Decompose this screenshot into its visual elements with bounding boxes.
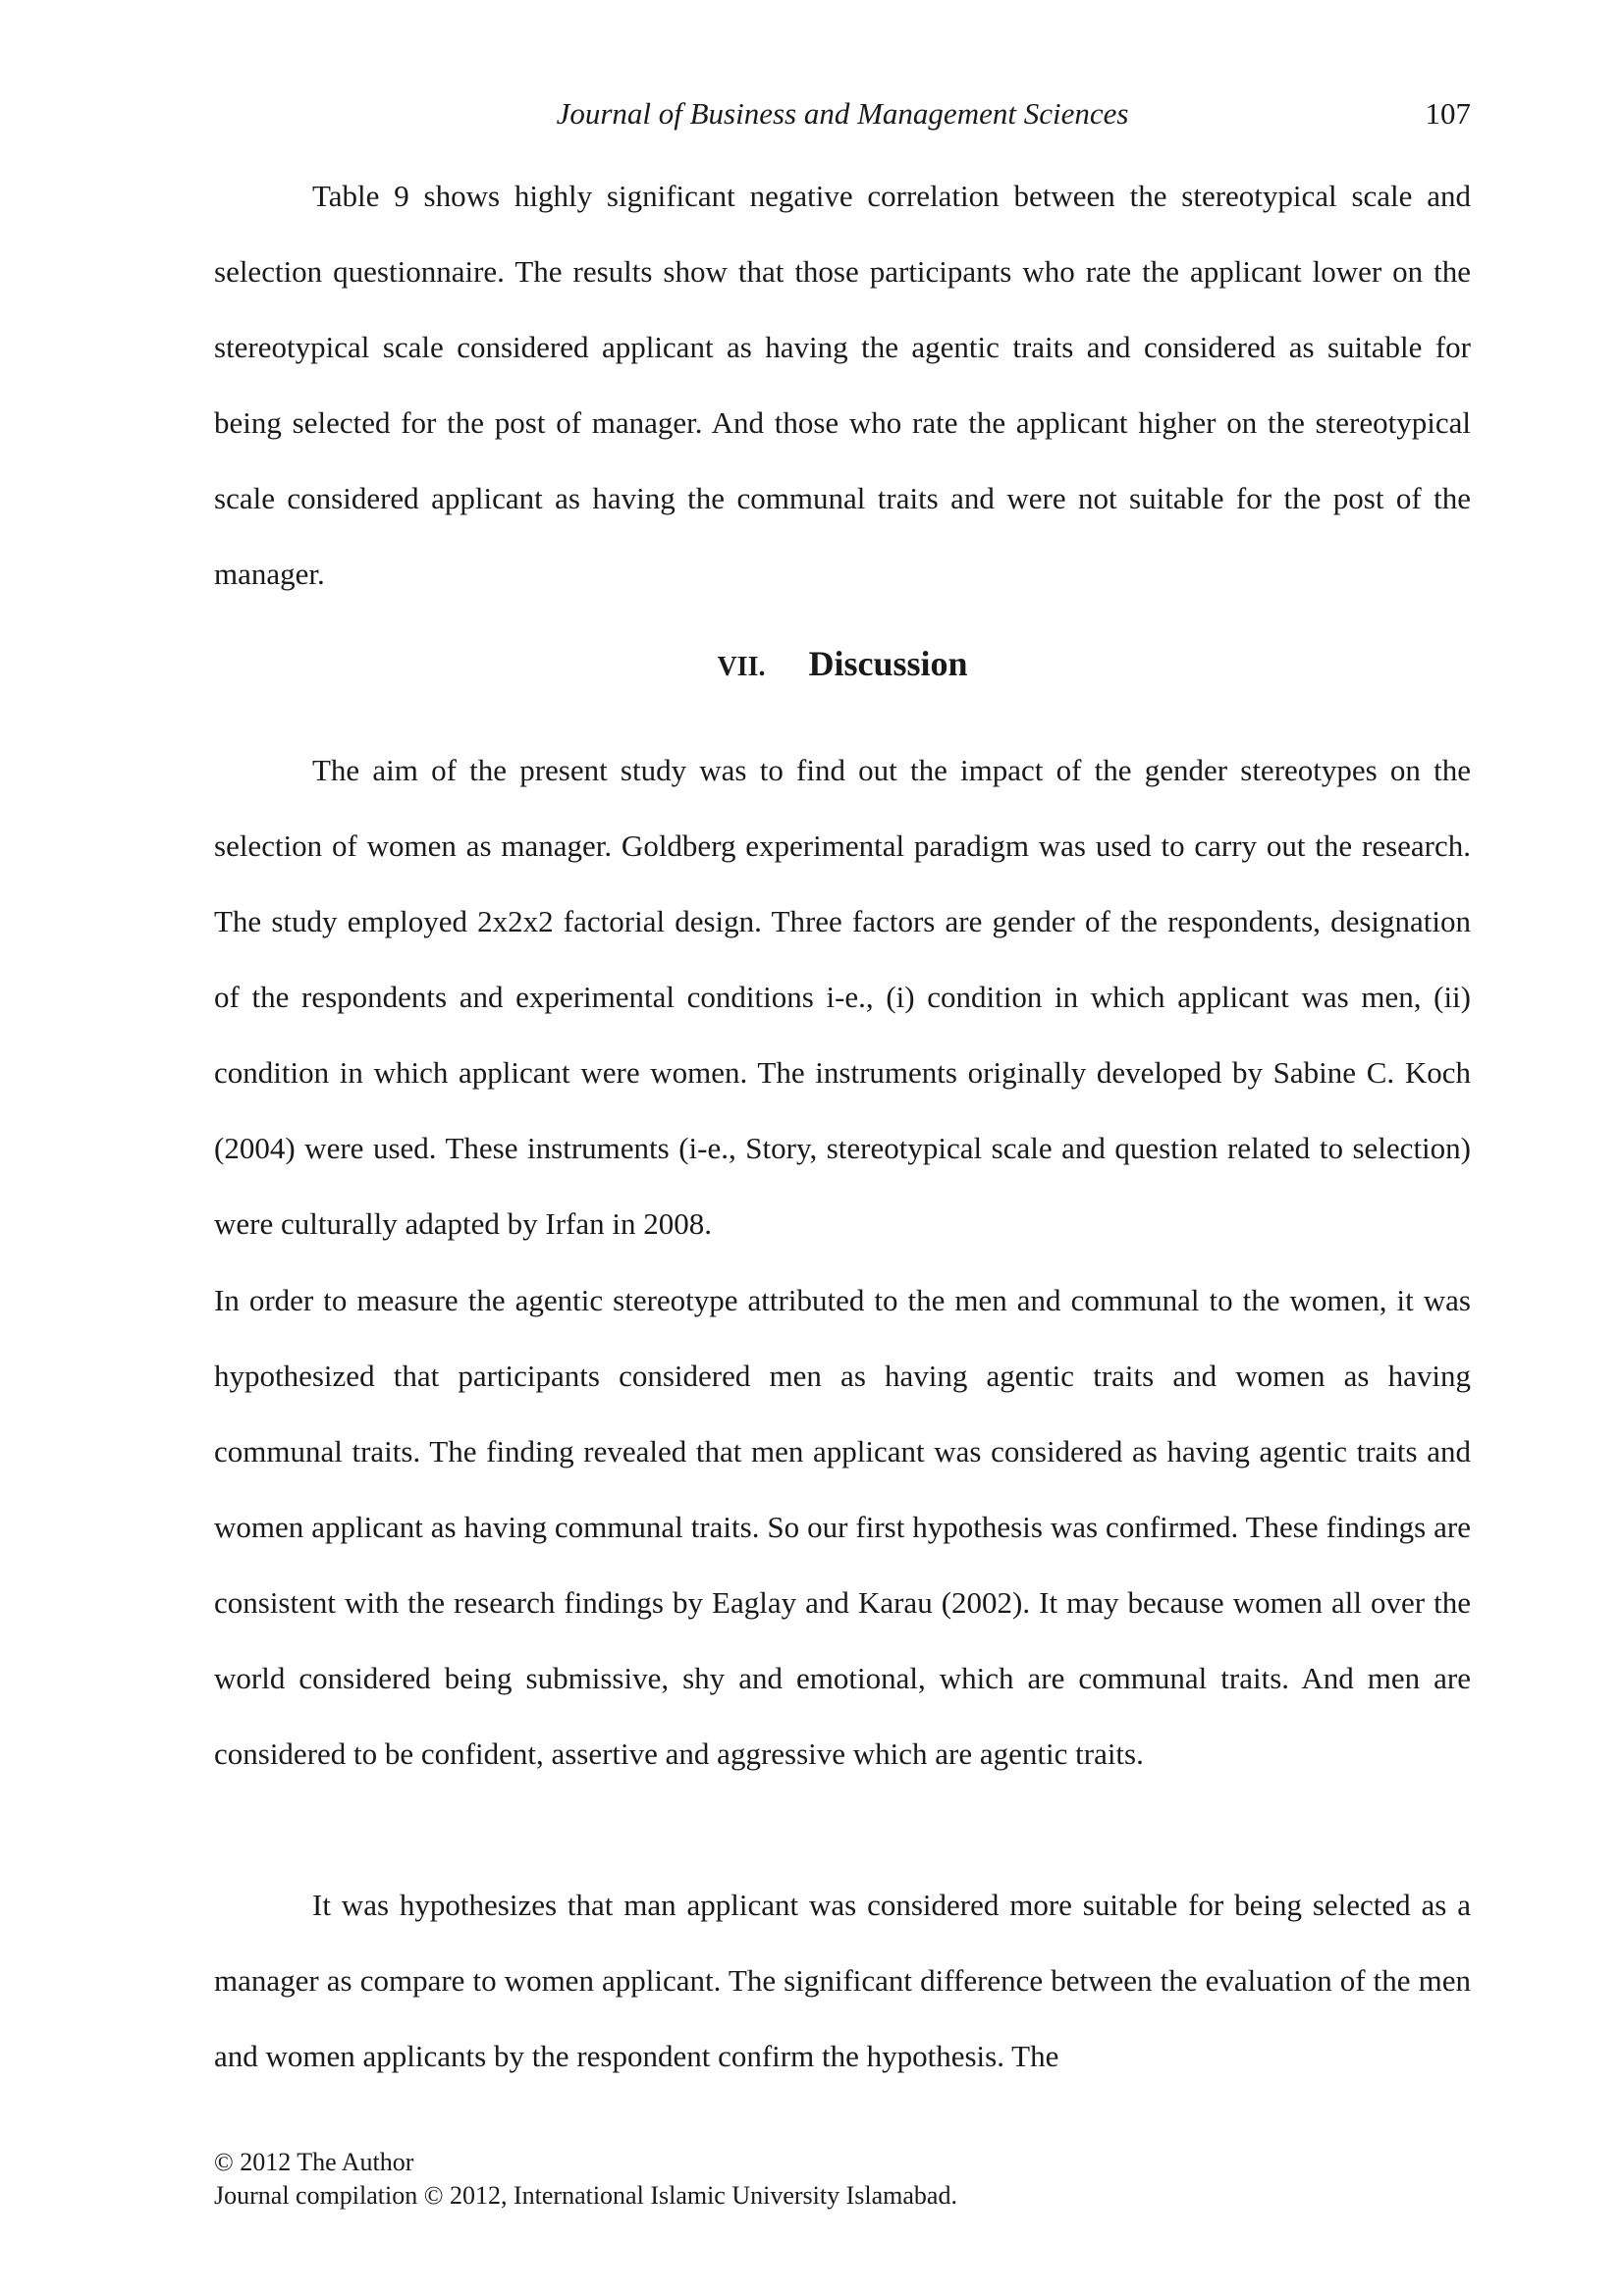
page-number: 107 <box>1425 96 1471 131</box>
journal-title: Journal of Business and Management Sciences <box>556 96 1129 131</box>
section-title: Discussion <box>808 644 968 683</box>
paragraph-table-9-results: Table 9 shows highly significant negative correlation between the stereotypical scale and selection questionnaire. The results show that those participants who rate the applicant lower on the stereotypical scale considered applicant as having the agentic traits and considered as suitable for being selected for the post of manager. And those who rate the applicant higher on the stereotypical scale considered applicant as having the communal traits and were not suitable for the post of the manager. <box>214 179 1471 591</box>
paragraph-first-hypothesis: In order to measure the agentic stereotype attributed to the men and communal to the women, it was hypothesized that participants considered men as having agentic traits and women as having communal traits. The finding revealed that men applicant was considered as having agentic traits and women applicant as having communal traits. So our first hypothesis was confirmed. These findings are consistent with the research findings by Eaglay and Karau (2002). It may because women all over the world considered being submissive, shy and emotional, which are communal traits. And men are considered to be confident, assertive and aggressive which are agentic traits. <box>214 1283 1471 1771</box>
page-footer <box>214 2146 957 2213</box>
paragraph-study-aim: The aim of the present study was to find out the impact of the gender stereotypes on the selection of women as manager. Goldberg experimental paradigm was used to carry out the research. The study employed 2x2x2 factorial design. Three factors are gender of the respondents, designation of the respondents and experimental conditions i-e., (i) condition in which applicant was men, (ii) condition in which applicant were women. The instruments originally developed by Sabine C. Koch (2004) were used. These instruments (i-e., Story, stereotypical scale and question related to selection) were culturally adapted by Irfan in 2008. <box>214 753 1471 1241</box>
footer-compilation: Journal compilation © 2012, International Islamic University Islamabad. <box>214 2181 957 2210</box>
running-header <box>214 96 1471 145</box>
section-heading <box>214 643 1471 684</box>
paragraph-second-hypothesis: It was hypothesizes that man applicant was considered more suitable for being selected as a manager as compare to women applicant. The significant difference between the evaluation of the men and women applicants by the respondent confirm the hypothesis. The <box>214 1888 1471 2073</box>
section-number: VII. <box>717 652 766 682</box>
footer-copyright: © 2012 The Author <box>214 2148 414 2176</box>
